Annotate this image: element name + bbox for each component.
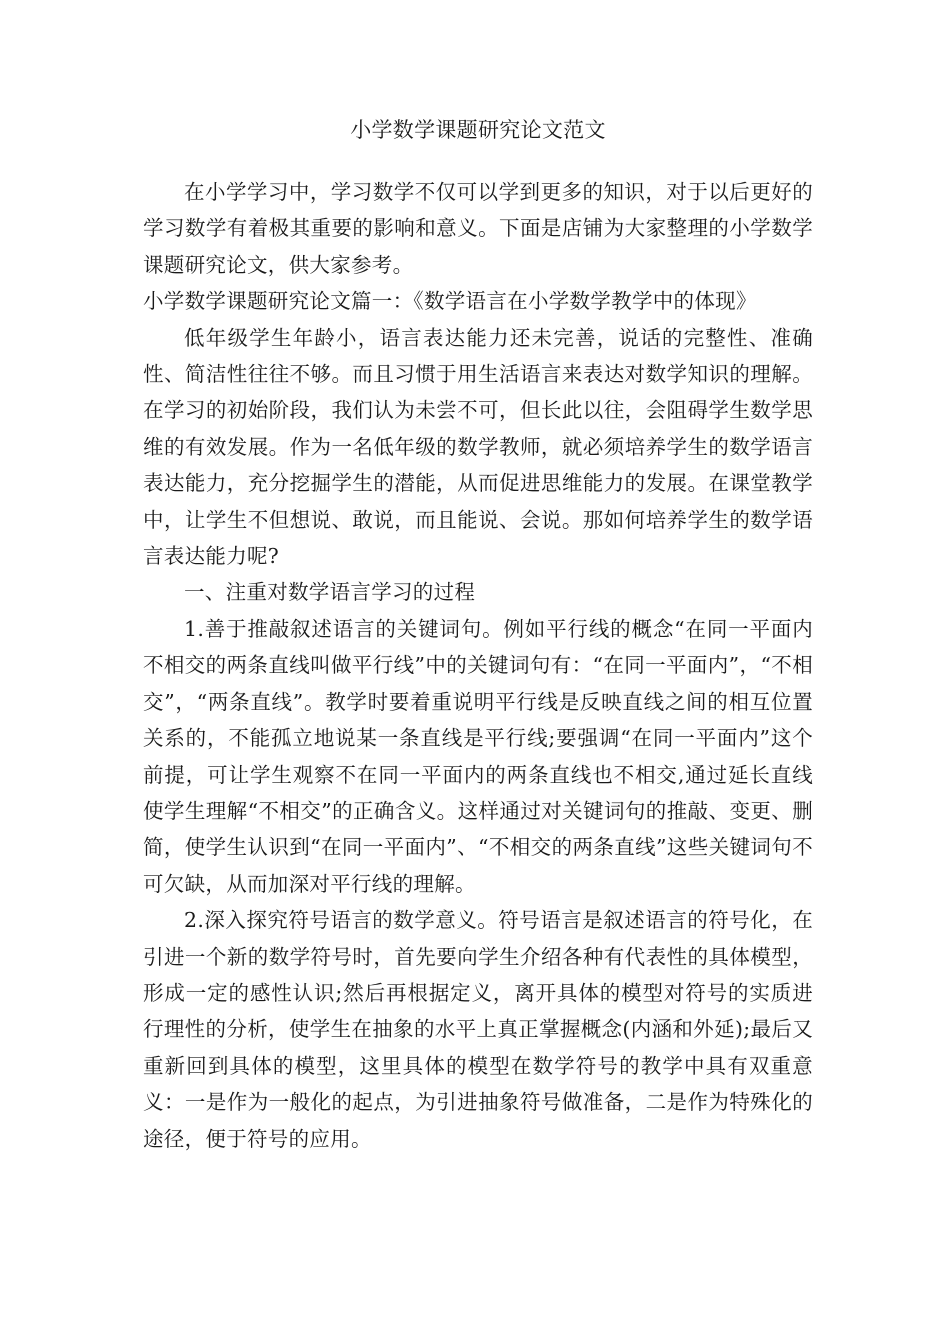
document-title: 小学数学课题研究论文范文 <box>350 118 606 142</box>
paragraph-intro: 在小学学习中，学习数学不仅可以学到更多的知识，对于以后更好的学习数学有着极其重要的影响和意义。下面是店铺为大家整理的小学数学课题研究论文，供大家参考。 <box>143 180 813 277</box>
section-heading: 小学数学课题研究论文篇一：《数学语言在小学数学教学中的体现》 <box>143 289 757 314</box>
document-body <box>143 112 813 1157</box>
paragraph-body: 低年级学生年龄小，语言表达能力还未完善，说话的完整性、准确性、简洁性往往不够。而且习惯于用生活语言来表达对数学知识的理解。在学习的初始阶段，我们认为未尝不可，但长此以往，会阻碍学生数学思维的有效发展。作为一名低年级的数学教师，就必须培养学生的数学语言表达能力，充分挖掘学生的潜能，从而促进思维能力的发展。在课堂教学中，让学生不但想说、敢说，而且能说、会说。那如何培养学生的数学语言表达能力呢? <box>143 325 813 569</box>
subsection-heading: 一、注重对数学语言学习的过程 <box>184 580 476 605</box>
paragraph-point-2: 2.深入探究符号语言的数学意义。符号语言是叙述语言的符号化，在引进一个新的数学符号时，首先要向学生介绍各种有代表性的具体模型，形成一定的感性认识;然后再根据定义，离开具体的模型对符号的实质进行理性的分析，使学生在抽象的水平上真正掌握概念(内涵和外延);最后又重新回到具体的模型，这里具体的模型在数学符号的教学中具有双重意义：一是作为一般化的起点，为引进抽象符号做准备，二是作为特殊化的途径，便于符号的应用。 <box>143 908 813 1151</box>
paragraph-point-1: 1.善于推敲叙述语言的关键词句。例如平行线的概念“在同一平面内不相交的两条直线叫做平行线”中的关键词句有：“在同一平面内”，“不相交”，“两条直线”。教学时要着重说明平行线是反映直线之间的相互位置关系的，不能孤立地说某一条直线是平行线;要强调“在同一平面内”这个前提，可让学生观察不在同一平面内的两条直线也不相交,通过延长直线使学生理解“不相交”的正确含义。这样通过对关键词句的推敲、变更、删简，使学生认识到“在同一平面内”、“不相交的两条直线”这些关键词句不可欠缺，从而加深对平行线的理解。 <box>143 616 813 896</box>
